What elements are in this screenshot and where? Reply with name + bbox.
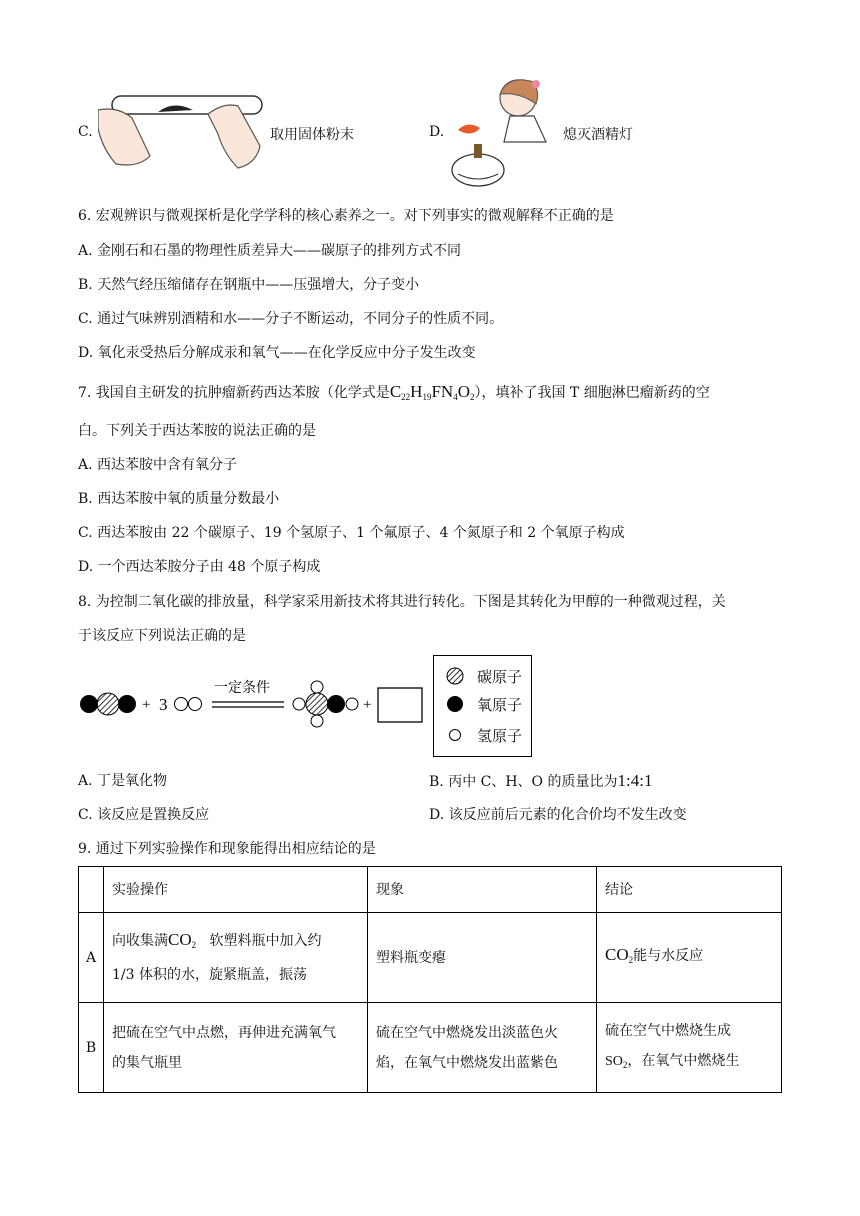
legend-hydrogen-label: 氢原子: [477, 727, 523, 745]
co2-oxygen-atom-right: [118, 695, 136, 713]
q6-option-c: C. 通过气味辨别酒精和水——分子不断运动，不同分子的性质不同。: [78, 311, 504, 327]
q7-stem-line2: 白。下列关于西达苯胺的说法正确的是: [78, 423, 316, 439]
q7-stem-part1: 7. 我国自主研发的抗肿瘤新药西达苯胺（化学式是: [78, 385, 390, 401]
methanol-hydrogen-bottom: [311, 715, 323, 727]
q9-stem: 9. 通过下列实验操作和现象能得出相应结论的是: [78, 841, 376, 857]
table-header-conclusion: 结论: [597, 867, 782, 913]
q8-option-b: B. 丙中 C、H、O 的质量比为1:4:1: [429, 771, 653, 790]
plus-sign-1: +: [142, 697, 151, 713]
row-b-operation: 把硫在空气中点燃，再伸进充满氧气 的集气瓶里: [104, 1003, 368, 1093]
plus-sign-2: +: [363, 697, 372, 713]
row-a-label: A: [79, 913, 104, 1003]
legend-carbon-label: 碳原子: [477, 668, 523, 686]
row-a-phenomenon: 塑料瓶变瘪: [368, 913, 597, 1003]
h2-hydrogen-atom-1: [175, 698, 188, 711]
q8-option-a: A. 丁是氧化物: [78, 773, 168, 789]
co2-oxygen-atom-left: [80, 695, 98, 713]
methanol-hydrogen-top: [311, 681, 323, 693]
table-header-row: [79, 867, 782, 913]
option-d-letter: D.: [429, 124, 445, 140]
row-b-conclusion: 硫在空气中燃烧生成 $SO_2$，在氧气中燃烧生: [597, 1003, 782, 1093]
option-c-caption: 取用固体粉末: [270, 127, 354, 143]
table-header-phenomenon: 现象: [368, 867, 597, 913]
q7-option-a: A. 西达苯胺中含有氧分子: [78, 457, 238, 473]
q6-option-d: D. 氧化汞受热后分解成汞和氧气——在化学反应中分子发生改变: [78, 345, 476, 361]
legend-carbon-icon: [447, 668, 463, 684]
q8-mass-ratio: 1:4:1: [617, 771, 653, 790]
atom-legend: [433, 655, 532, 757]
unknown-product-box: [378, 688, 422, 722]
q7-option-c: C. 西达苯胺由 22 个碳原子、19 个氢原子、1 个氟原子、4 个氮原子和 2 个氧原子构成: [78, 525, 625, 541]
q8-option-c: C. 该反应是置换反应: [78, 807, 210, 823]
legend-hydrogen-icon: [450, 730, 461, 741]
co2-carbon-atom: [97, 693, 119, 715]
h2-hydrogen-atom-2: [189, 698, 202, 711]
row-b-so2: $SO_2$: [605, 1053, 628, 1070]
h2-coefficient: 3: [159, 695, 168, 714]
q7-stem-part2: ），填补了我国 T 细胞淋巴瘤新药的空: [474, 385, 710, 401]
experiment-table: [78, 866, 782, 1093]
q7-option-b: B. 西达苯胺中氧的质量分数最小: [78, 491, 280, 507]
row-a-conclusion-co2: $CO_2$: [605, 945, 634, 965]
row-b-phenomenon: 硫在空气中燃烧发出淡蓝色火 焰，在氧气中燃烧发出蓝紫色: [368, 1003, 597, 1093]
row-a-co2: $CO_2$: [168, 930, 197, 950]
legend-oxygen-label: 氧原子: [477, 696, 523, 714]
option-d-caption: 熄灭酒精灯: [563, 127, 633, 143]
legend-oxygen-icon: [447, 696, 463, 712]
q6-option-b: B. 天然气经压缩储存在钢瓶中——压强增大，分子变小: [78, 277, 420, 293]
table-row-a: [79, 913, 782, 1003]
q7-option-d: D. 一个西达苯胺分子由 48 个原子构成: [78, 559, 321, 575]
q8-option-d: D. 该反应前后元素的化合价均不发生改变: [429, 807, 687, 823]
methanol-hydrogen-right: [346, 698, 358, 710]
q7-formula: $C_{22}H_{19}FN_4O_2$: [389, 382, 475, 402]
table-header-operation: 实验操作: [104, 867, 368, 913]
row-a-operation: 向收集满$CO_2$ 软塑料瓶中加入约 1/3 体积的水，旋紧瓶盖，振荡: [104, 913, 368, 1003]
table-row-b: [79, 1003, 782, 1093]
table-header-blank: [79, 867, 104, 913]
methanol-oxygen-atom: [327, 695, 345, 713]
blow-lamp-illustration: [448, 72, 558, 192]
powder-tube-illustration: [98, 88, 268, 170]
option-c-letter: C.: [78, 124, 93, 140]
q6-option-a: A. 金刚石和石墨的物理性质差异大——碳原子的排列方式不同: [78, 243, 462, 259]
q8-stem-line2: 于该反应下列说法正确的是: [78, 628, 246, 644]
q8-stem-line1: 8. 为控制二氧化碳的排放量，科学家采用新技术将其进行转化。下图是其转化为甲醇的一种微观过程，关: [78, 594, 726, 610]
row-a-conclusion: $CO_2$能与水反应: [597, 913, 782, 1003]
q6-stem: 6. 宏观辨识与微观探析是化学学科的核心素养之一。对下列事实的微观解释不正确的是: [78, 208, 614, 224]
reaction-diagram: [76, 672, 426, 742]
methanol-carbon-atom: [306, 693, 328, 715]
reaction-condition: 一定条件: [214, 680, 270, 696]
row-b-label: B: [79, 1003, 104, 1093]
methanol-hydrogen-left: [293, 698, 305, 710]
q7-stem: [78, 382, 710, 407]
